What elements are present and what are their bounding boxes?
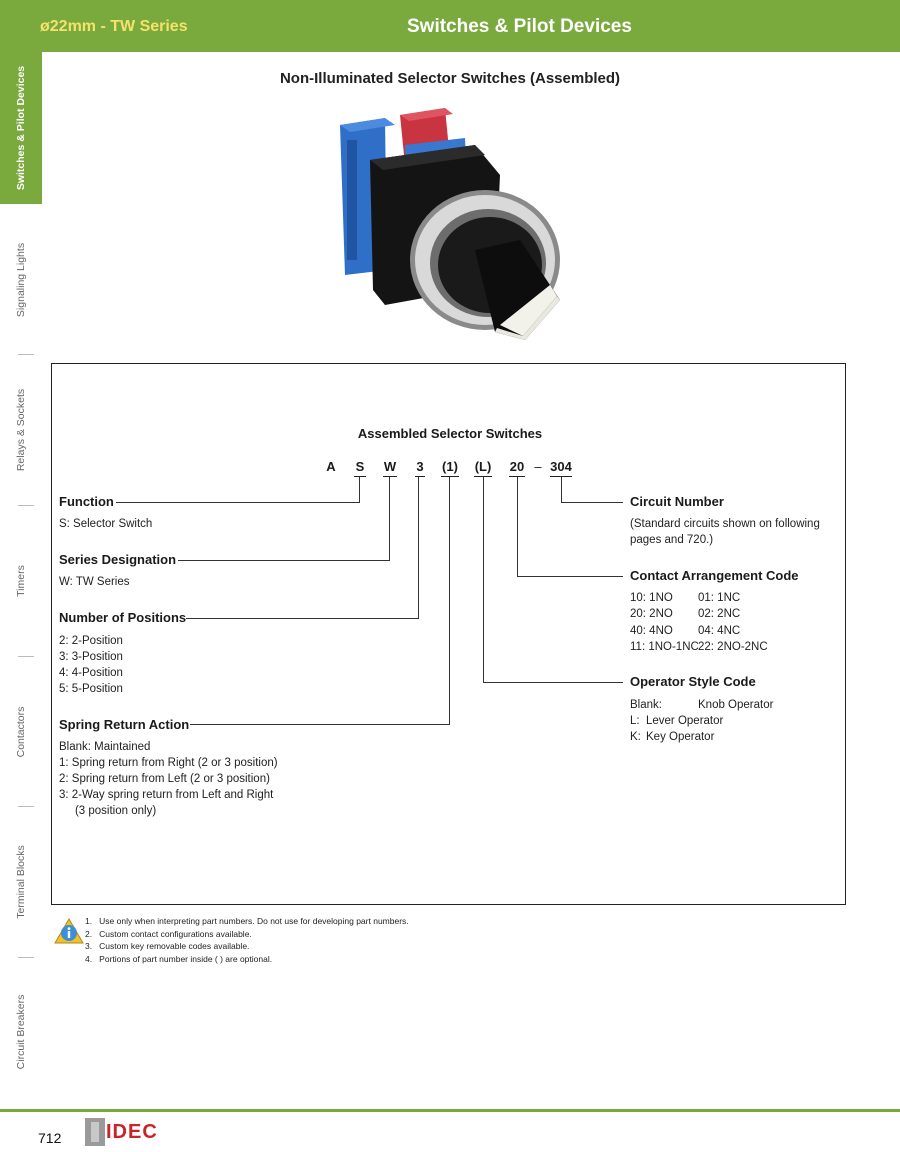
connector-circuit	[561, 502, 623, 503]
series-option: W: TW Series	[59, 576, 130, 588]
series-designation-label: Series Designation	[59, 552, 177, 567]
pn-segment-contact: 20	[509, 459, 525, 474]
connector-positions	[186, 618, 419, 619]
underline	[415, 476, 425, 477]
series-label: ø22mm - TW Series	[40, 18, 188, 35]
pn-segment-a: A	[326, 459, 336, 474]
connector-operator	[483, 682, 623, 683]
contact-code: 20: 2NO	[630, 608, 673, 620]
positions-option: 3: 3-Position	[59, 651, 123, 663]
note-item: 3. Custom key removable codes available.	[85, 941, 250, 951]
underline	[441, 476, 459, 477]
underline	[383, 476, 397, 477]
footer-divider	[0, 1109, 900, 1112]
note-item: 1. Use only when interpreting part numbers. Do not use for developing part numbers.	[85, 916, 409, 926]
function-option: S: Selector Switch	[59, 518, 153, 530]
spring-option: 2: Spring return from Left (2 or 3 position)	[59, 773, 270, 785]
pn-segment-circuit: 304	[550, 459, 572, 474]
underline	[354, 476, 366, 477]
pn-segment-positions: 3	[416, 459, 424, 474]
notes-list	[85, 915, 409, 965]
contact-code: 01: 1NC	[698, 592, 741, 604]
operator-code: Knob Operator	[698, 699, 774, 711]
sidebar-item-signaling-lights[interactable]: Signaling Lights	[15, 242, 27, 318]
contact-code: 10: 1NO	[630, 592, 673, 604]
positions-label: Number of Positions	[59, 610, 187, 625]
sidebar-item-circuit-breakers[interactable]: Circuit Breakers	[15, 994, 27, 1070]
pn-dash: –	[534, 459, 542, 474]
operator-code: Blank:	[630, 699, 662, 711]
operator-code: Key Operator	[646, 731, 715, 743]
connector-function	[116, 502, 360, 503]
positions-option: 2: 2-Position	[59, 635, 123, 647]
selector-switch-image	[325, 100, 575, 350]
page-header	[0, 0, 900, 52]
pn-segment-operator: (L)	[474, 459, 492, 474]
spring-option: 1: Spring return from Right (2 or 3 position)	[59, 757, 278, 769]
spring-return-label: Spring Return Action	[59, 717, 190, 732]
contact-code: 11: 1NO-1NC	[630, 641, 699, 653]
note-item: 4. Portions of part number inside ( ) are optional.	[85, 953, 273, 964]
contact-arrangement-label: Contact Arrangement Code	[630, 568, 799, 583]
connector-series	[178, 560, 390, 561]
circuit-number-label: Circuit Number	[630, 494, 724, 509]
sidebar-item-timers[interactable]: Timers	[15, 565, 27, 597]
sidebar-item-switches[interactable]: Switches & Pilot Devices	[0, 52, 42, 204]
sidebar-item-contactors[interactable]: Contactors	[15, 706, 27, 758]
positions-option: 5: 5-Position	[59, 683, 123, 695]
pn-segment-function: S	[355, 459, 365, 474]
info-warning-icon	[54, 918, 84, 944]
operator-code: K:	[630, 731, 641, 743]
operator-code: L:	[630, 715, 640, 727]
pn-segment-spring: (1)	[442, 459, 458, 474]
note-item: 2. Custom contact configurations available.	[85, 928, 252, 939]
spring-option: (3 position only)	[59, 805, 157, 817]
spring-option: 3: 2-Way spring return from Left and Right	[59, 789, 274, 801]
operator-code: Lever Operator	[646, 715, 724, 727]
contact-code: 04: 4NC	[698, 625, 741, 637]
connector-spring	[190, 724, 450, 725]
circuit-note: (Standard circuits shown on following	[630, 518, 820, 530]
spring-option: Blank: Maintained	[59, 741, 151, 753]
section-title: Switches & Pilot Devices	[407, 16, 632, 37]
contact-code: 22: 2NO-2NC	[698, 641, 768, 653]
function-label: Function	[59, 494, 114, 509]
sidebar-item-terminal-blocks[interactable]: Terminal Blocks	[15, 845, 27, 919]
brand-logo-text: IDEC	[106, 1121, 158, 1143]
contact-code: 02: 2NC	[698, 608, 741, 620]
sidebar-item-relays[interactable]: Relays & Sockets	[15, 388, 27, 472]
page-title: Non-Illuminated Selector Switches (Assembled)	[279, 70, 621, 87]
circuit-note: pages and 720.)	[630, 534, 714, 546]
diagram-title: Assembled Selector Switches	[357, 426, 543, 441]
connector-contact	[517, 576, 623, 577]
operator-style-label: Operator Style Code	[630, 674, 756, 689]
positions-option: 4: 4-Position	[59, 667, 123, 679]
page-number: 712	[38, 1130, 62, 1146]
pn-segment-series: W	[383, 459, 397, 474]
contact-code: 40: 4NO	[630, 625, 673, 637]
